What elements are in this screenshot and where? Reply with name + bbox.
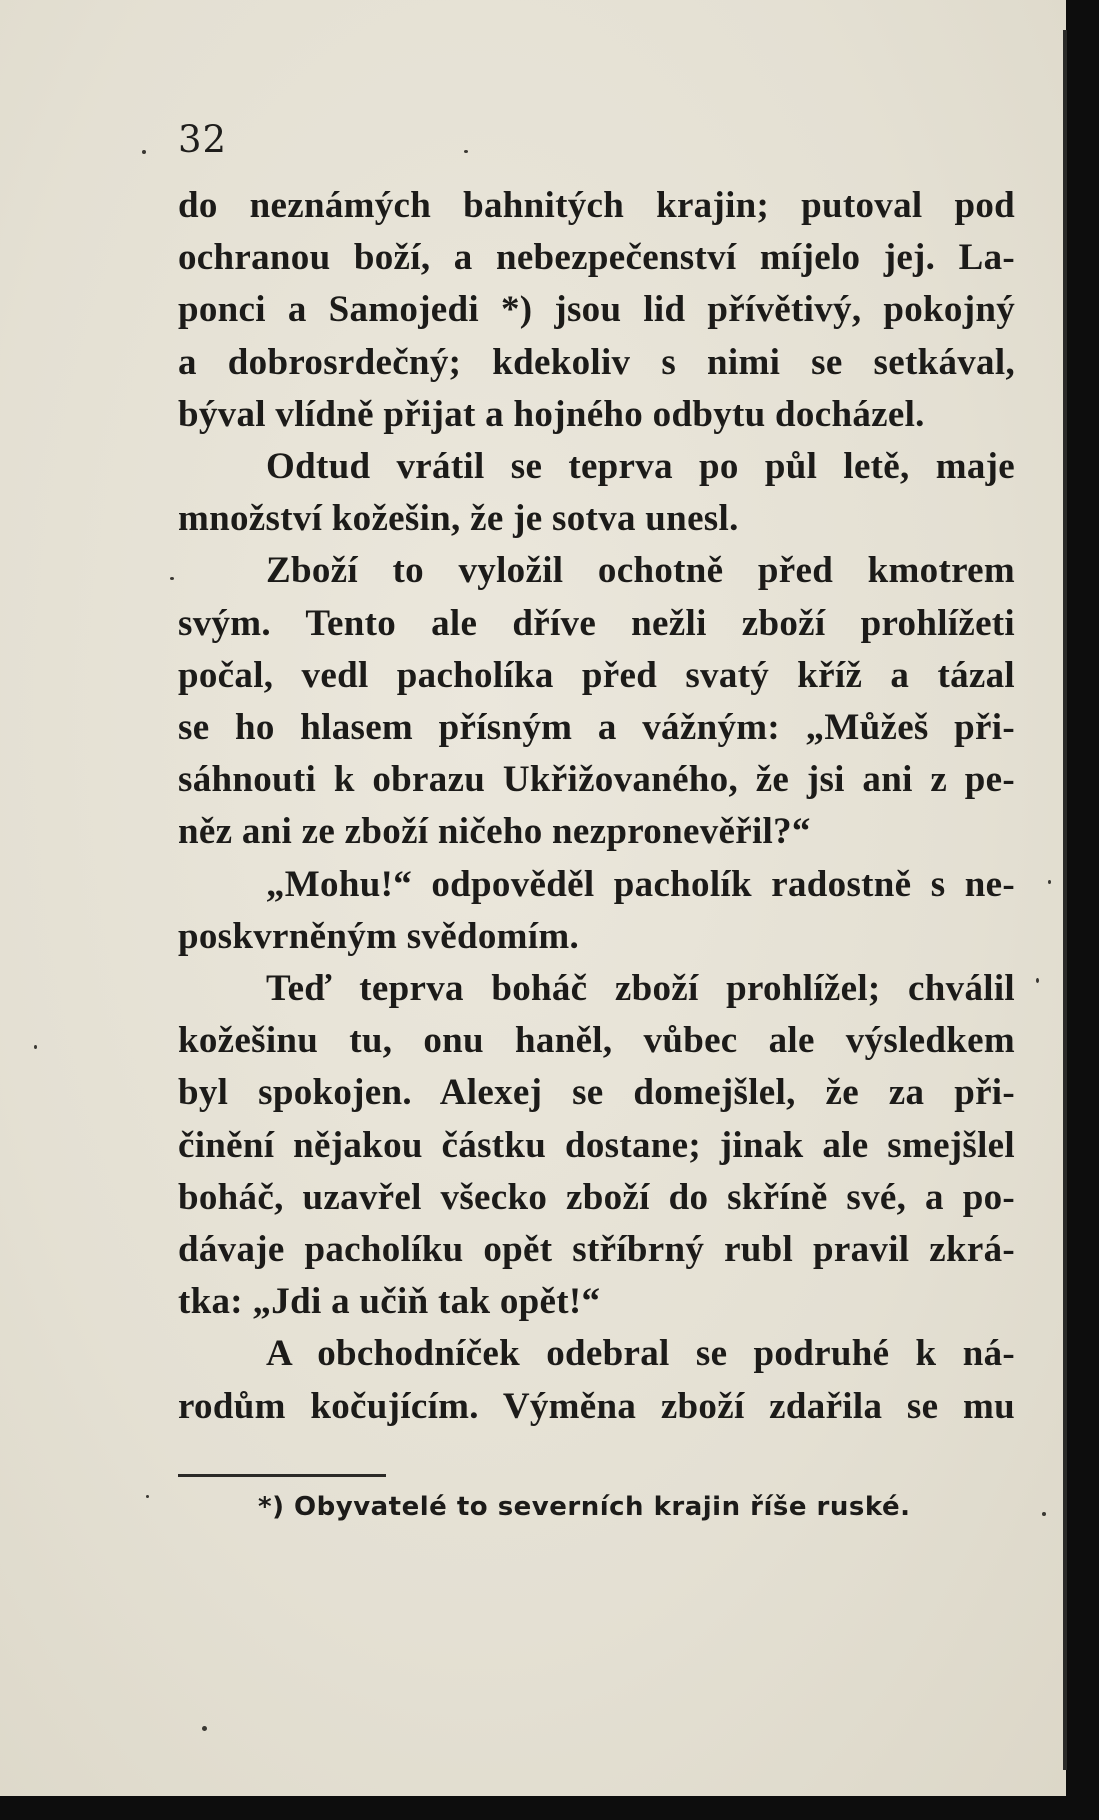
text-line: sáhnouti k obrazu Ukřižovaného, že jsi ani z pe- (178, 759, 1015, 801)
footnote-divider (178, 1474, 386, 1477)
text-line: rodům kočujícím. Výměna zboží zdařila se mu (178, 1385, 1015, 1427)
text-line: poskvrněným svědomím. (178, 915, 579, 957)
scan-speck (464, 150, 468, 153)
text-line: Odtud vrátil se teprva po půl letě, maje (266, 446, 1015, 488)
text-line: počal, vedl pacholíka před svatý kříž a tázal (178, 654, 1015, 696)
scan-speck (170, 577, 174, 580)
footnote: *) Obyvatelé to severních krajin říše ruské. (258, 1492, 911, 1522)
scan-speck (146, 1495, 149, 1498)
text-line: svým. Tento ale dříve nežli zboží prohlížeti (178, 602, 1015, 644)
text-line: něz ani ze zboží ničeho nezpronevěřil?“ (178, 811, 811, 853)
scan-speck (1036, 978, 1039, 983)
scan-speck (34, 1045, 37, 1049)
text-line: Teď teprva boháč zboží prohlížel; chválil (266, 968, 1015, 1010)
text-line: byl spokojen. Alexej se domejšlel, že za při- (178, 1072, 1015, 1114)
text-line: Zboží to vyložil ochotně před kmotrem (266, 550, 1015, 592)
scan-speck (1042, 1512, 1046, 1516)
text-line: býval vlídně přijat a hojného odbytu docházel. (178, 393, 925, 435)
text-line: ponci a Samojedi *) jsou lid přívětivý, pokojný (178, 289, 1015, 331)
scan-speck (1048, 880, 1051, 884)
text-line: dávaje pacholíku opět stříbrný rubl pravil zkrá- (178, 1229, 1015, 1271)
text-line: do neznámých bahnitých krajin; putoval pod (178, 185, 1015, 226)
text-line: A obchodníček odebral se podruhé k ná- (266, 1333, 1015, 1375)
text-line: boháč, uzavřel všecko zboží do skříně své, a po- (178, 1176, 1015, 1218)
scan-speck (202, 1726, 207, 1731)
text-line: tka: „Jdi a učiň tak opět!“ (178, 1281, 601, 1323)
page-edge (1063, 30, 1067, 1770)
text-line: se ho hlasem přísným a vážným: „Můžeš při- (178, 707, 1015, 749)
text-line: činění nějakou částku dostane; jinak ale smejšlel (178, 1124, 1015, 1166)
text-line: „Mohu!“ odpověděl pacholík radostně s ne- (266, 863, 1015, 905)
scan-speck (142, 150, 146, 154)
text-line: ochranou boží, a nebezpečenství míjelo jej. La- (178, 237, 1015, 279)
text-line: množství kožešin, že je sotva unesl. (178, 498, 739, 540)
text-line: kožešinu tu, onu haněl, vůbec ale výsledkem (178, 1020, 1015, 1062)
page-number: 32 (178, 118, 228, 161)
text-line: a dobrosrdečný; kdekoliv s nimi se setkával, (178, 341, 1015, 383)
body-text (178, 180, 1015, 1433)
